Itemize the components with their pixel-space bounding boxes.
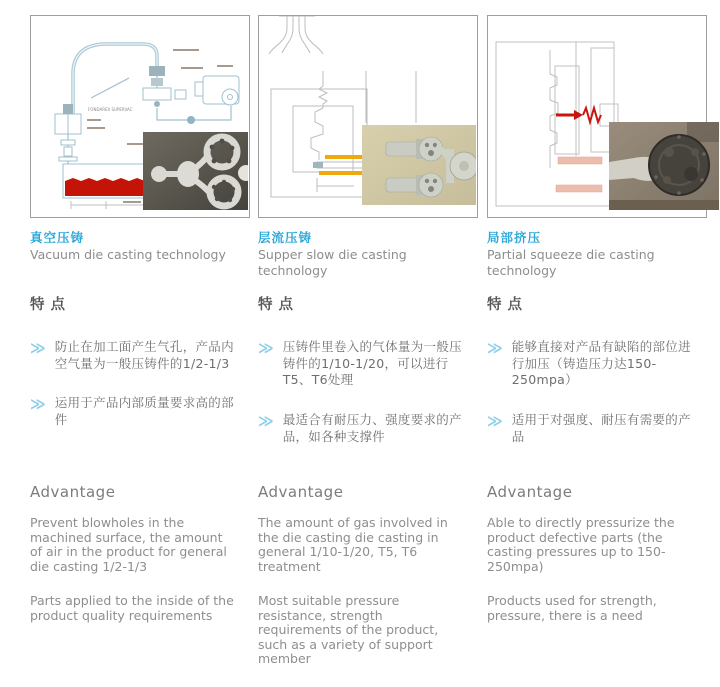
column-partial-squeeze [487, 0, 705, 649]
double-chevron-right-icon: ≫ [258, 411, 274, 430]
double-chevron-right-icon: ≫ [30, 339, 46, 357]
feature-item [258, 412, 478, 445]
advantage-text: Prevent blowholes in the machined surface, the amount of air in the product for general die casting 1/2-1/3 [30, 515, 227, 574]
advantage-section [30, 483, 250, 643]
features-section [30, 293, 250, 452]
advantage-heading: Advantage [487, 483, 573, 501]
feature-text: 适用于对强度、耐压有需要的产品 [511, 411, 691, 444]
features-section [487, 293, 705, 468]
column-super-slow [258, 0, 478, 666]
advantage-text: Parts applied to the inside of the product quality requirements [30, 593, 234, 623]
tech-title-block [258, 230, 478, 280]
advantage-text: Most suitable pressure resistance, strength requirements of the product, such as a variety of support member [258, 593, 439, 666]
features-section [258, 293, 478, 468]
super-slow-diagram-panel [258, 15, 478, 218]
tech-title-zh: 局部挤压 [487, 230, 542, 245]
advantage-text: The amount of gas involved in the die casting die casting in general 1/10-1/20, T5, T6 treatment [258, 515, 448, 574]
column-vacuum [30, 0, 250, 649]
double-chevron-right-icon: ≫ [487, 339, 503, 357]
schematic-brand-label: FONDAREX SUPERVAC [88, 107, 133, 112]
advantage-heading: Advantage [258, 483, 344, 501]
feature-text: 运用于产品内部质量要求高的部件 [54, 395, 234, 427]
tech-title-en: Vacuum die casting technology [30, 247, 226, 262]
features-heading: 特点 [258, 297, 299, 313]
feature-text: 压铸件里卷入的气体量为一般压铸件的1/10-1/20，可以进行T5、T6处理 [282, 339, 462, 388]
advantage-text: Able to directly pressurize the product defective parts (the casting pressures up to 150-250mpa) [487, 515, 675, 574]
advantage-text: Products used for strength, pressure, there is a need [487, 593, 657, 623]
feature-item [30, 395, 250, 428]
double-chevron-right-icon: ≫ [258, 339, 274, 357]
features-heading: 特点 [487, 297, 528, 313]
tech-title-block [487, 230, 705, 280]
tech-title-en: Supper slow die casting technology [258, 247, 407, 279]
vacuum-casting-photo [143, 132, 248, 210]
feature-item [258, 339, 478, 389]
feature-item [30, 339, 250, 372]
tech-title-zh: 真空压铸 [30, 230, 85, 245]
tech-title-zh: 层流压铸 [258, 230, 313, 245]
feature-text: 最适合有耐压力、强度要求的产品，如各种支撑件 [282, 411, 462, 444]
tech-title-en: Partial squeeze die casting technology [487, 247, 655, 279]
vacuum-diagram-panel [30, 15, 250, 218]
feature-item [487, 412, 705, 445]
double-chevron-right-icon: ≫ [487, 411, 503, 430]
feature-text: 防止在加工面产生气孔，产品内空气量为一般压铸件的1/2-1/3 [54, 339, 234, 371]
advantage-section [487, 483, 705, 643]
feature-item [487, 339, 705, 389]
advantage-heading: Advantage [30, 483, 116, 501]
tech-title-block [30, 230, 250, 263]
super-slow-casting-photo [362, 125, 476, 205]
partial-squeeze-diagram-panel [487, 15, 707, 218]
advantage-section [258, 483, 478, 687]
features-heading: 特点 [30, 297, 71, 313]
partial-squeeze-casting-photo [609, 122, 719, 210]
double-chevron-right-icon: ≫ [30, 395, 46, 414]
feature-text: 能够直接对产品有缺陷的部位进行加压（铸造压力达150-250mpa） [511, 339, 691, 388]
